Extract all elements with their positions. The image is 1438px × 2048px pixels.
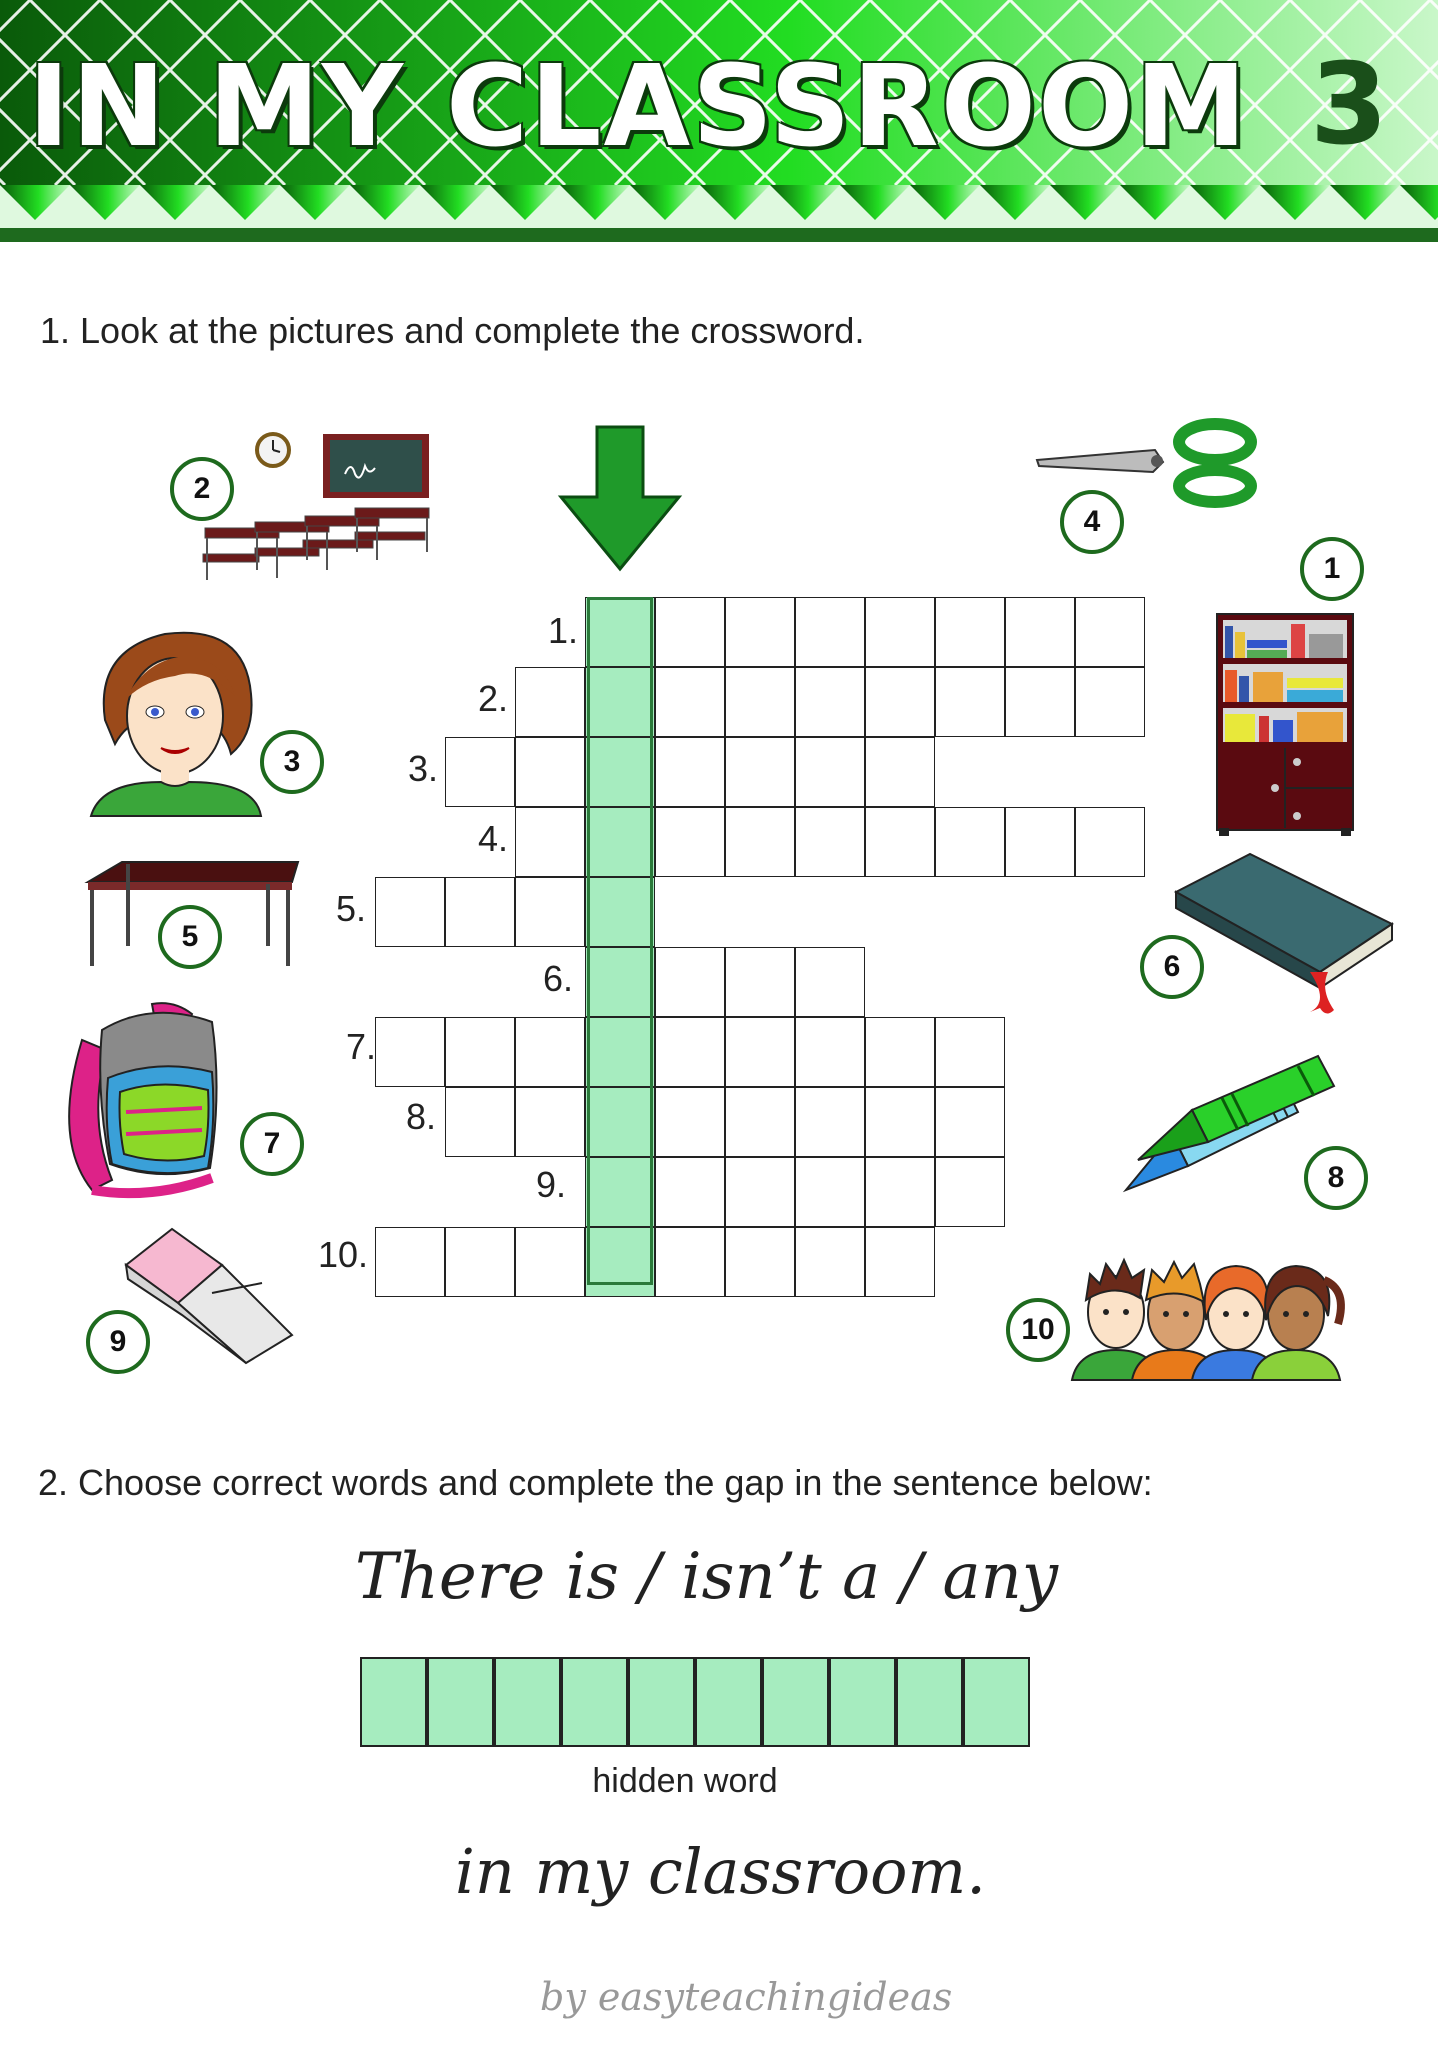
hidden-word-box[interactable] [628, 1657, 695, 1747]
page-title: IN MY CLASSROOM [28, 42, 1249, 172]
hidden-word-box[interactable] [829, 1657, 896, 1747]
exercise-1-instruction: 1. Look at the pictures and complete the crossword. [40, 310, 865, 351]
crossword-cell[interactable] [795, 667, 865, 737]
crossword-cell[interactable] [445, 1227, 515, 1297]
picture-badge-8: 8 [1304, 1146, 1368, 1210]
crossword-cell[interactable] [795, 947, 865, 1017]
hidden-word-column [587, 597, 653, 1285]
crossword-cell[interactable] [445, 877, 515, 947]
crossword-cell[interactable] [865, 667, 935, 737]
hidden-word-box[interactable] [561, 1657, 628, 1747]
exercise-2-instruction: 2. Choose correct words and complete the gap in the sentence below: [38, 1462, 1153, 1503]
crossword-cell[interactable] [375, 877, 445, 947]
hidden-word-box[interactable] [494, 1657, 561, 1747]
header-banner [0, 0, 1438, 250]
crossword-cell[interactable] [515, 737, 585, 807]
crossword-cell[interactable] [445, 737, 515, 807]
crossword-cell[interactable] [795, 1087, 865, 1157]
crossword-cell[interactable] [865, 1087, 935, 1157]
crossword-cell[interactable] [725, 1017, 795, 1087]
hidden-word-box[interactable] [360, 1657, 427, 1747]
crossword-cell[interactable] [725, 1087, 795, 1157]
crossword-cell[interactable] [655, 1017, 725, 1087]
crossword-cell[interactable] [725, 667, 795, 737]
clue-number-9: 9. [535, 1164, 566, 1205]
book-icon [1170, 852, 1395, 1012]
clue-number-7: 7. [345, 1026, 376, 1067]
picture-badge-7: 7 [240, 1112, 304, 1176]
clue-number-2: 2. [477, 678, 508, 719]
clue-number-6: 6. [542, 958, 573, 999]
crossword-cell[interactable] [865, 1017, 935, 1087]
picture-badge-5: 5 [158, 905, 222, 969]
crossword-cell[interactable] [445, 1017, 515, 1087]
crossword-cell[interactable] [865, 737, 935, 807]
crossword-cell[interactable] [795, 807, 865, 877]
teacher-icon [85, 620, 265, 820]
hidden-word-box[interactable] [762, 1657, 829, 1747]
hidden-word-label: hidden word [592, 1762, 778, 1800]
hidden-word-box[interactable] [695, 1657, 762, 1747]
hidden-word-box[interactable] [963, 1657, 1030, 1747]
schoolbag-icon [62, 1000, 227, 1195]
clue-number-3: 3. [407, 748, 438, 789]
crossword-cell[interactable] [515, 1017, 585, 1087]
crossword-cell[interactable] [1005, 597, 1075, 667]
worksheet-number: 3 [1310, 40, 1388, 170]
crossword-cell[interactable] [655, 597, 725, 667]
crossword-cell[interactable] [795, 597, 865, 667]
crossword-cell[interactable] [445, 1087, 515, 1157]
clue-number-5: 5. [335, 888, 366, 929]
clue-number-1: 1. [547, 610, 578, 651]
picture-badge-6: 6 [1140, 935, 1204, 999]
crossword-cell[interactable] [725, 1157, 795, 1227]
crossword-cell[interactable] [795, 1227, 865, 1297]
crossword-cell[interactable] [935, 807, 1005, 877]
hidden-word-box[interactable] [896, 1657, 963, 1747]
crossword-cell[interactable] [725, 807, 795, 877]
picture-badge-3: 3 [260, 730, 324, 794]
crossword-cell[interactable] [1005, 807, 1075, 877]
crossword-cell[interactable] [795, 1157, 865, 1227]
crossword-cell[interactable] [795, 1017, 865, 1087]
crossword-cell[interactable] [725, 1227, 795, 1297]
picture-badge-10: 10 [1006, 1298, 1070, 1362]
crossword-cell[interactable] [935, 1087, 1005, 1157]
crossword-cell[interactable] [865, 597, 935, 667]
crossword-cell[interactable] [375, 1017, 445, 1087]
clue-number-4: 4. [477, 818, 508, 859]
scissors-icon [1035, 420, 1265, 510]
crossword-cell[interactable] [935, 667, 1005, 737]
children-icon [1070, 1250, 1350, 1380]
crossword-cell[interactable] [935, 597, 1005, 667]
footer-credit: by easyteachingideas [540, 1975, 953, 2019]
crossword-cell[interactable] [655, 1157, 725, 1227]
crossword-cell[interactable] [1075, 597, 1145, 667]
crossword-cell[interactable] [515, 877, 585, 947]
clue-number-8: 8. [405, 1096, 436, 1137]
picture-badge-1: 1 [1300, 537, 1364, 601]
crossword-cell[interactable] [655, 667, 725, 737]
crossword-cell[interactable] [1075, 807, 1145, 877]
down-arrow-icon [555, 425, 685, 575]
crossword-cell[interactable] [865, 807, 935, 877]
crossword-cell[interactable] [515, 807, 585, 877]
bookcase-icon [1215, 612, 1355, 838]
picture-badge-2: 2 [170, 457, 234, 521]
crossword-cell[interactable] [655, 737, 725, 807]
crossword-cell[interactable] [655, 1087, 725, 1157]
crossword-cell[interactable] [655, 947, 725, 1017]
crossword-cell[interactable] [725, 737, 795, 807]
crossword-cell[interactable] [865, 1157, 935, 1227]
crossword-cell[interactable] [1005, 667, 1075, 737]
clue-number-10: 10. [317, 1234, 368, 1275]
crossword-cell[interactable] [725, 597, 795, 667]
picture-badge-9: 9 [86, 1310, 150, 1374]
hidden-word-box[interactable] [427, 1657, 494, 1747]
crossword-cell[interactable] [935, 1017, 1005, 1087]
crossword-cell[interactable] [1075, 667, 1145, 737]
crossword-cell[interactable] [515, 667, 585, 737]
sentence-start: There is / isn’t a / any [355, 1540, 1059, 1614]
classroom-icon [195, 430, 435, 590]
crossword-cell[interactable] [655, 1227, 725, 1297]
sentence-end: in my classroom. [455, 1835, 986, 1908]
crossword-cell[interactable] [375, 1227, 445, 1297]
crossword-cell[interactable] [935, 1157, 1005, 1227]
crossword-cell[interactable] [515, 1227, 585, 1297]
crossword-cell[interactable] [725, 947, 795, 1017]
crossword-cell[interactable] [515, 1087, 585, 1157]
picture-badge-4: 4 [1060, 490, 1124, 554]
crossword-cell[interactable] [655, 807, 725, 877]
crossword-cell[interactable] [795, 737, 865, 807]
crossword-cell[interactable] [865, 1227, 935, 1297]
